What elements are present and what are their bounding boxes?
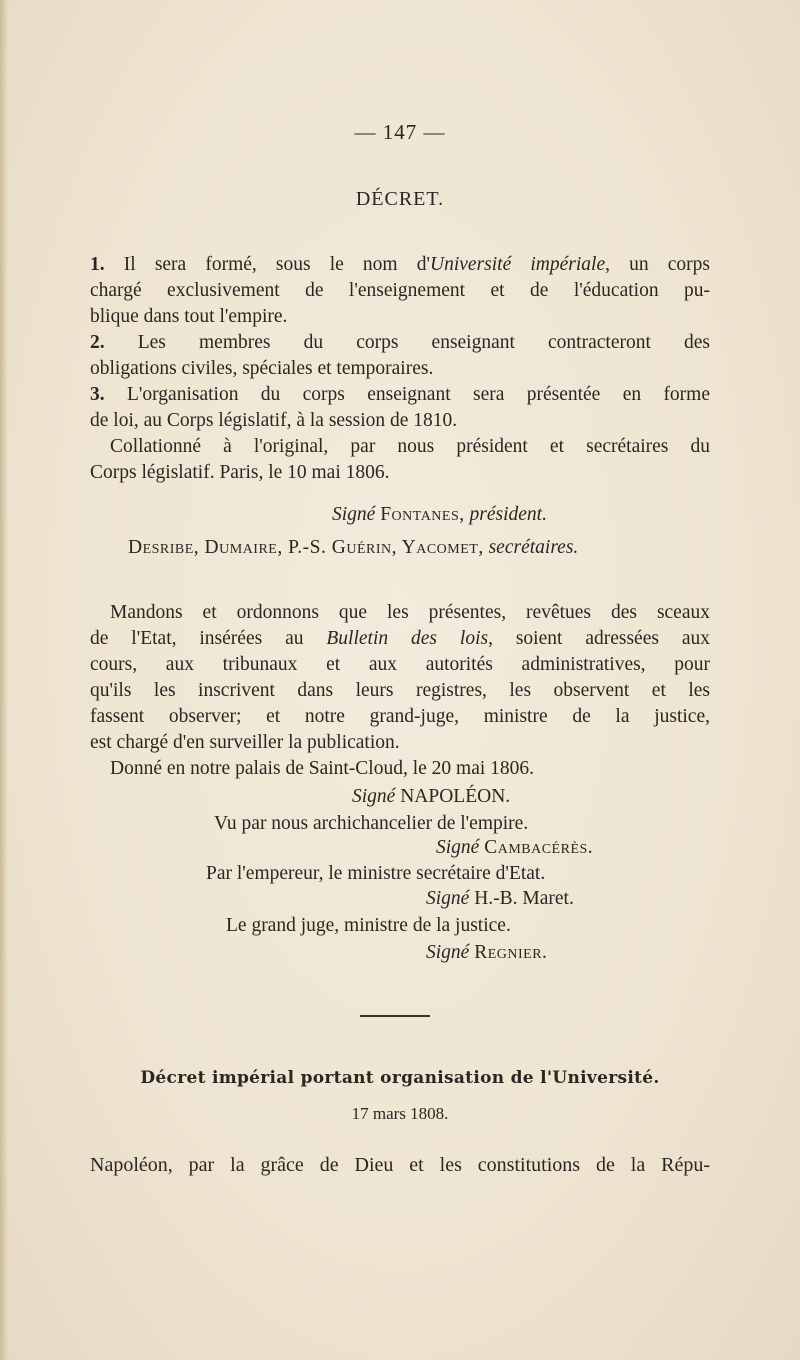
mandons-line-1: Mandons et ordonnons que les présentes, revêtues des sceaux [110,602,710,623]
mandons-line-3: cours, aux tribunaux et aux autorités administratives, pour [90,654,710,675]
decree-date: 17 mars 1808. [351,1104,449,1123]
article-number: 1. [90,254,105,275]
mandons-line-4: qu'ils les inscrivent dans leurs registres, les observent et les [90,680,710,701]
university-name: Université impériale [430,254,606,275]
grand-juge-label: Le grand juge, ministre de la justice. [226,915,511,936]
article-1-line-2: chargé exclusivement de l'enseignement et de l'éducation pu- [90,280,710,301]
page-number: — 147 — [354,120,446,144]
bulletin-title: Bulletin des lois [326,628,489,649]
mandons-line-2: de l'Etat, insérées au Bulletin des lois, soient adressées aux [90,628,710,649]
collation-line-1: Collationné à l'original, par nous président et secrétaires du [110,436,710,457]
section-divider [360,1015,430,1017]
maret-signature: Signé H.-B. Maret. [426,888,574,909]
secretaries-signature: Desribe, Dumaire, P.-S. Guérin, Yacomet, secrétaires. [128,537,579,558]
cambaceres-signature: Signé Cambacérès. [436,837,594,858]
mandons-line-5: fassent observer; et notre grand-juge, ministre de la justice, [90,706,710,727]
president-signature: Signé Fontanes, président. [332,504,547,525]
secretaire-etat-label: Par l'empereur, le ministre secrétaire d'Etat. [206,863,546,884]
decree-heading: Décret impérial portant organisation de l'Université. [140,1068,660,1088]
mandons-line-6: est chargé d'en surveiller la publication. [90,732,400,753]
article-2-line-2: obligations civiles, spéciales et temporaires. [90,358,434,379]
napoleon-signature: Signé NAPOLÉON. [352,786,511,807]
collation-line-2: Corps législatif. Paris, le 10 mai 1806. [90,462,390,483]
article-3-line-1: 3. L'organisation du corps enseignant sera présentée en forme [90,384,711,405]
article-number: 3. [90,384,105,405]
article-1-line-3: blique dans tout l'empire. [90,306,288,327]
regnier-signature: Signé Regnier. [426,942,548,963]
decree-title: DÉCRET. [355,188,445,210]
article-3-line-2: de loi, au Corps législatif, à la session de 1810. [90,410,458,431]
article-1-line-1: 1. Il sera formé, sous le nom d'Université impériale, un corps [90,254,711,275]
donne-line: Donné en notre palais de Saint-Cloud, le 20 mai 1806. [110,758,535,779]
article-number: 2. [90,332,105,353]
last-line: Napoléon, par la grâce de Dieu et les constitutions de la Répu- [90,1154,710,1176]
article-2-line-1: 2. Les membres du corps enseignant contracteront des [90,332,710,353]
archichancelier-label: Vu par nous archichancelier de l'empire. [214,813,529,834]
